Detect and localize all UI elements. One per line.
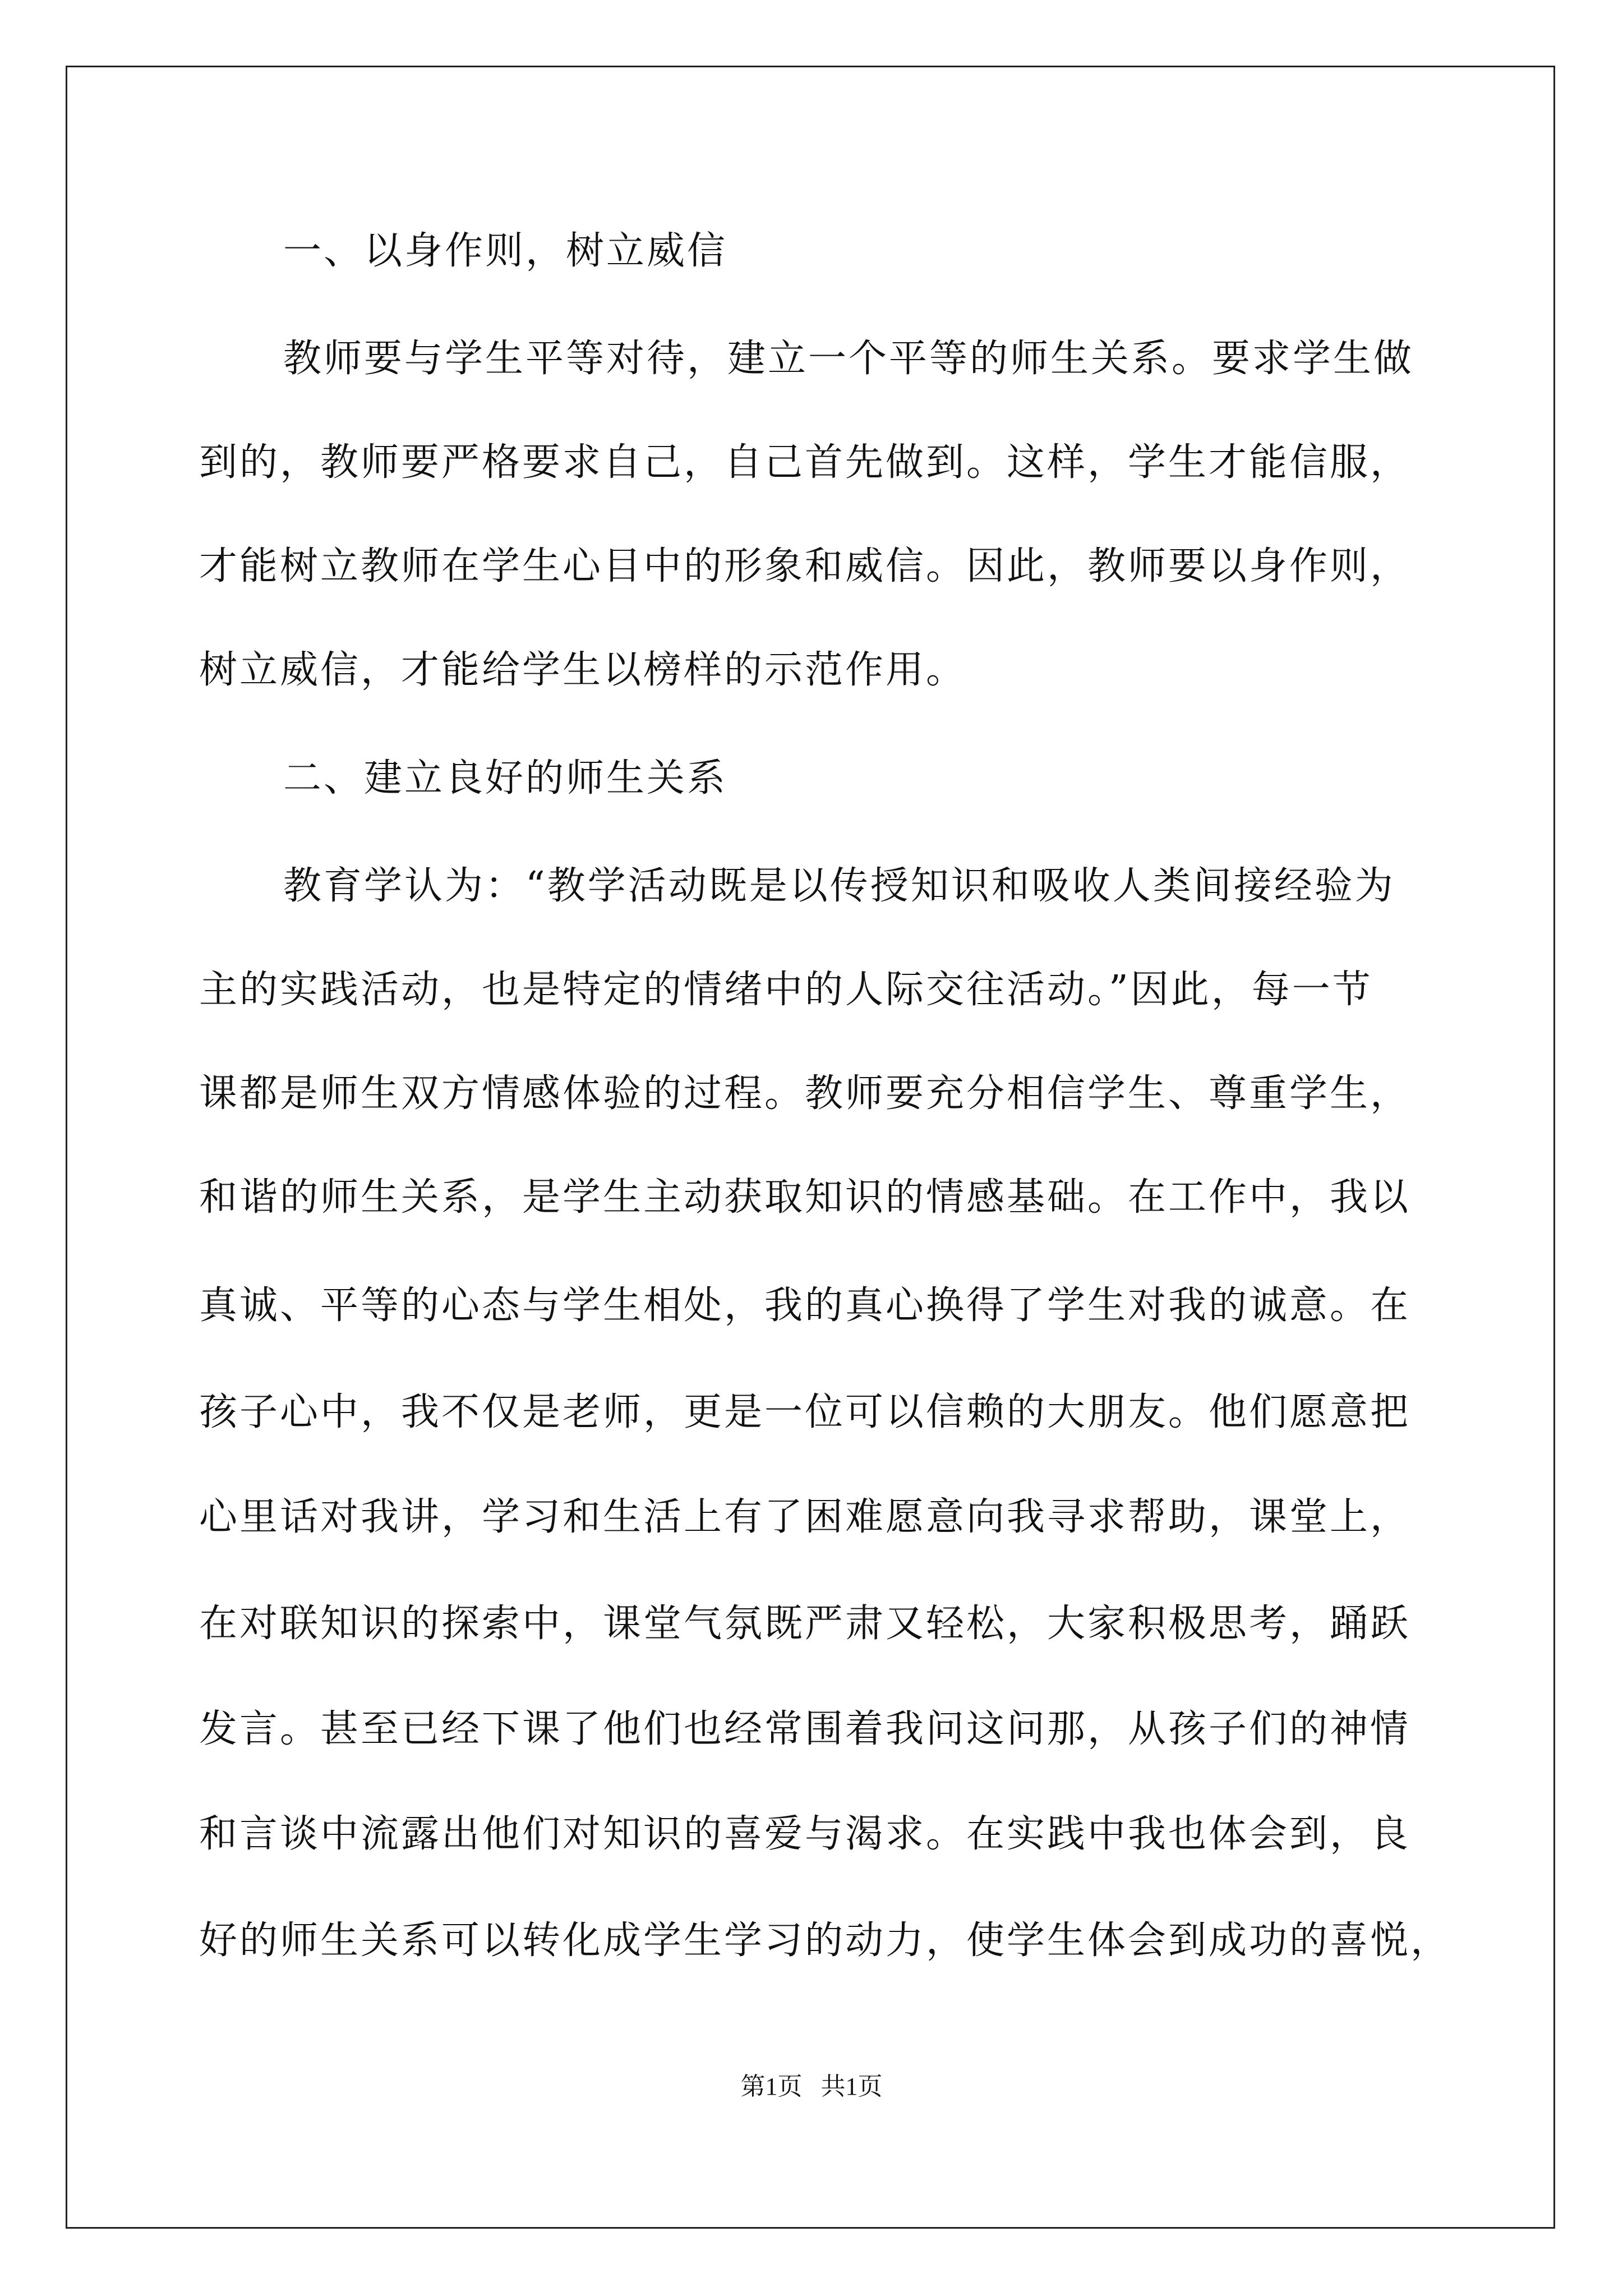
page-border [66,66,1555,2229]
paragraph-line: 教育学认为：“教学活动既是以传授知识和吸收人类间接经验为 [283,864,1395,908]
section-heading-2: 二、建立良好的师生关系 [283,756,728,800]
section-heading-1: 一、以身作则，树立威信 [283,229,728,273]
paragraph-line: 教师要与学生平等对待，建立一个平等的师生关系。要求学生做 [283,337,1414,381]
paragraph-line: 树立威信，才能给学生以榜样的示范作用。 [199,648,967,692]
paragraph-line: 心里话对我讲，学习和生活上有了困难愿意向我寻求帮助，课堂上， [199,1495,1411,1539]
paragraph-line: 和言谈中流露出他们对知识的喜爱与渴求。在实践中我也体会到，良 [199,1812,1411,1856]
paragraph-line: 才能树立教师在学生心目中的形象和威信。因此，教师要以身作则， [199,544,1411,588]
paragraph-line: 好的师生关系可以转化成学生学习的动力，使学生体会到成功的喜悦， [199,1918,1451,1963]
paragraph-line: 到的，教师要严格要求自己，自己首先做到。这样，学生才能信服， [199,440,1411,485]
paragraph-line: 真诚、平等的心态与学生相处，我的真心换得了学生对我的诚意。在 [199,1283,1411,1328]
paragraph-line: 主的实践活动，也是特定的情绪中的人际交往活动。”因此，每一节 [199,968,1373,1012]
page-number: 第1页 共1页 [740,2073,883,2100]
paragraph-line: 孩子心中，我不仅是老师，更是一位可以信赖的大朋友。他们愿意把 [199,1390,1411,1434]
paragraph-line: 和谐的师生关系，是学生主动获取知识的情感基础。在工作中，我以 [199,1175,1411,1220]
paragraph-line: 课都是师生双方情感体验的过程。教师要充分相信学生、尊重学生， [199,1071,1411,1116]
paragraph-line: 在对联知识的探索中，课堂气氛既严肃又轻松，大家积极思考，踊跃 [199,1602,1411,1646]
paragraph-line: 发言。甚至已经下课了他们也经常围着我问这问那，从孩子们的神情 [199,1707,1411,1751]
